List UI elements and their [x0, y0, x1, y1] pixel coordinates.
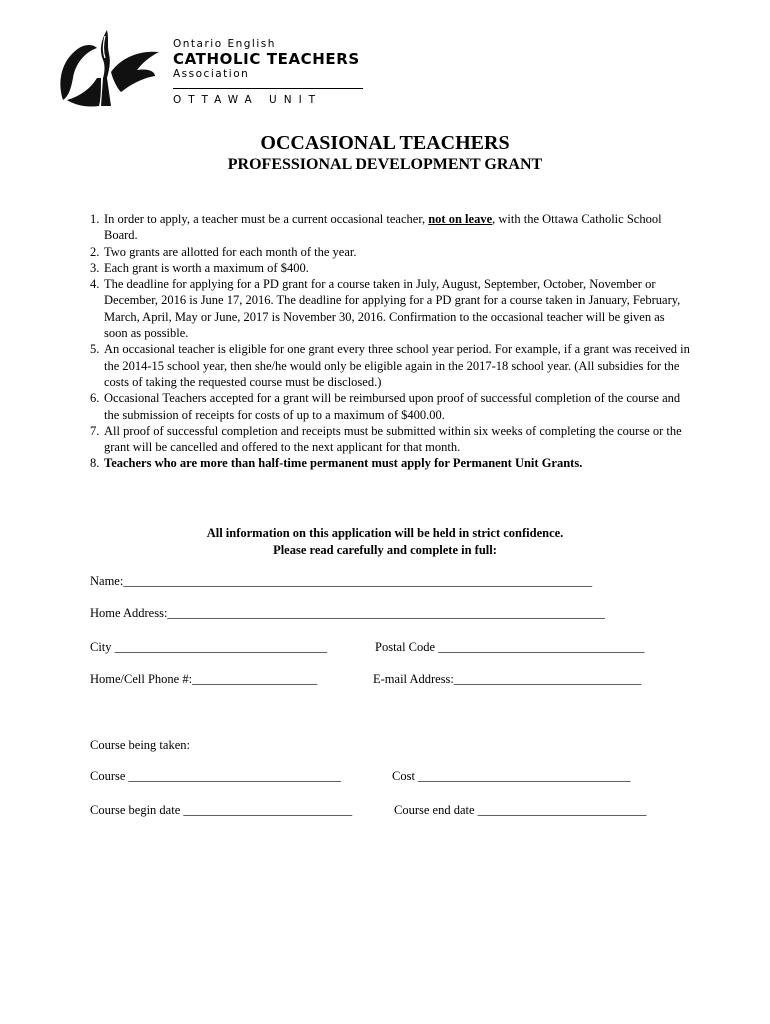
rule-text: The deadline for applying for a PD grant for a course taken in July, August, September, October, November or December, 2016 is June 17, 2016. The deadline for applying for a PD grant for a course taken in January, February, March, April, May or June, 2017 is November 30, 2016. Confirmation to the occasional teacher will be given as soon as possible.: [104, 277, 681, 341]
notice-line-2: Please read carefully and complete in full:: [273, 543, 497, 557]
confidentiality-notice: [0, 525, 770, 559]
rule-item: [90, 260, 690, 276]
page-subtitle: PROFESSIONAL DEVELOPMENT GRANT: [227, 156, 543, 173]
org-logo: [55, 22, 375, 112]
name-field[interactable]: Name:___________________________________________________________________________: [90, 574, 593, 588]
org-name: [173, 38, 360, 80]
rule-text: Each grant is worth a maximum of $400.: [104, 260, 309, 275]
rule-item: [90, 423, 690, 456]
rule-number: 1.: [90, 212, 100, 226]
org-unit: OTTAWA UNIT: [173, 94, 323, 106]
rule-text: Two grants are allotted for each month of the year.: [104, 244, 357, 259]
rule-item: [90, 211, 690, 244]
rule-text: In order to apply, a teacher must be a current occasional teacher,: [104, 212, 429, 226]
page-title: OCCASIONAL TEACHERS: [260, 132, 510, 154]
home-address-field[interactable]: Home Address:______________________________________________________________________: [90, 606, 605, 620]
rule-text: An occasional teacher is eligible for one grant every three school year period. For example, if a grant was received in the 2014-15 school year, then she/he would only be eligible again in the 2017-18 school year. (All subsidies for the costs of taking the requested course must be disclosed.): [104, 342, 690, 389]
rule-number: 3.: [90, 260, 100, 275]
rule-item: [90, 390, 690, 423]
rule-item: [90, 244, 690, 260]
rule-number: 4.: [90, 277, 100, 292]
rule-text: Teachers who are more than half-time permanent must apply for Permanent Unit Grants.: [104, 456, 583, 471]
org-line-3: Association: [173, 68, 250, 80]
rules-list: [90, 211, 690, 472]
org-divider: [173, 88, 363, 89]
rule-number: 2.: [90, 244, 100, 259]
rule-item: [90, 341, 690, 390]
org-line-1: Ontario English: [173, 38, 276, 50]
rule-number: 5.: [90, 342, 100, 357]
course-heading: Course being taken:: [90, 738, 190, 752]
course-begin-date-field[interactable]: Course begin date ___________________________: [90, 803, 353, 817]
cost-field[interactable]: Cost __________________________________: [392, 769, 631, 783]
rule-number: 8.: [90, 456, 100, 471]
course-end-date-field[interactable]: Course end date ___________________________: [394, 803, 647, 817]
rule-item: [90, 276, 690, 341]
oecta-logo-icon: [55, 22, 165, 112]
notice-line-1: All information on this application will be held in strict confidence.: [206, 526, 564, 540]
course-field[interactable]: Course __________________________________: [90, 769, 342, 783]
postal-code-field[interactable]: Postal Code _________________________________: [375, 640, 645, 654]
org-line-2: CATHOLIC TEACHERS: [173, 50, 360, 68]
rule-item: [90, 455, 690, 471]
rule-text: Occasional Teachers accepted for a grant will be reimbursed upon proof of successful completion of the course and the submission of receipts for costs of up to a maximum of $400.00.: [104, 391, 681, 422]
email-field[interactable]: E-mail Address:______________________________: [373, 672, 642, 686]
rule-text: , with the Ottawa Catholic School Board.: [104, 212, 662, 243]
rule-emphasis: not on leave: [428, 212, 493, 226]
city-field[interactable]: City __________________________________: [90, 640, 328, 654]
rule-text: All proof of successful completion and receipts must be submitted within six weeks of completing the course or the grant will be cancelled and offered to the next applicant for that month.: [104, 423, 682, 455]
rule-number: 7.: [90, 423, 100, 438]
rule-number: 6.: [90, 391, 100, 406]
phone-field[interactable]: Home/Cell Phone #:____________________: [90, 672, 318, 686]
